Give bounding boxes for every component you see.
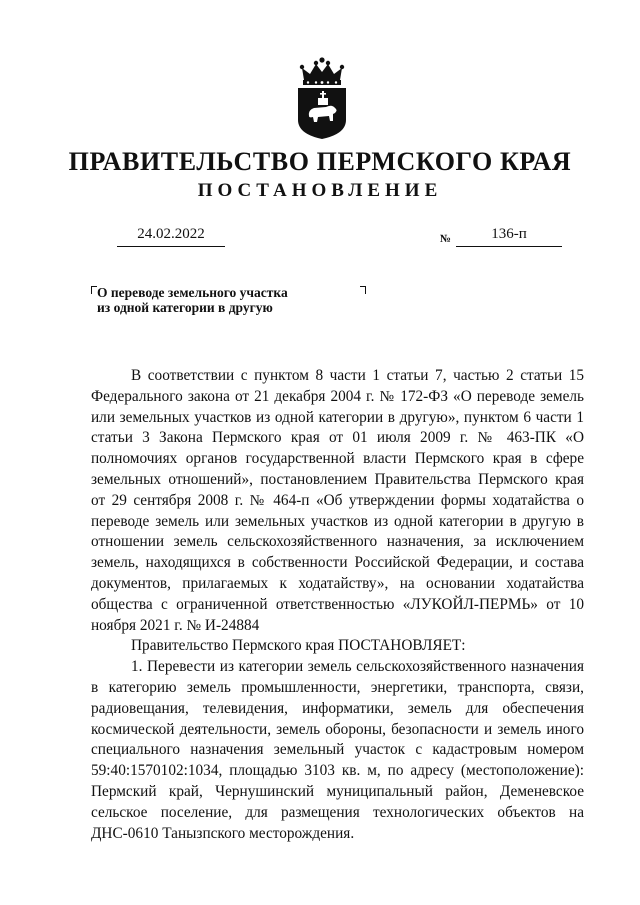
subject-line-2: из одной категории в другую [97, 300, 273, 315]
body-paragraph-resolves: Правительство Пермского края ПОСТАНОВЛЯЕТ: [131, 637, 466, 655]
perm-krai-coat-of-arms-icon [294, 56, 350, 140]
body-paragraph-item-1: 1. Перевести из категории земель сельскохозяйственного назначения в категорию земель промышленности, энергетики, транспорта, связи, радиовещания, телевидения, информатики, земель для обеспечения космической деятельности, земель обороны, безопасности и земель иного специального назначения земельный участок с кадастровым номером 59:40:1570102:1034, площадью 3103 кв. м, по адресу (местоположение): Пермский край, Чернушинский муниципальный район, Деменевское сельское поселение, для размещения технологических объектов на ДНС-0610 Танызпского месторождения. [91, 658, 584, 842]
document-type: ПОСТАНОВЛЕНИЕ [197, 180, 443, 201]
document-subject [97, 285, 337, 315]
document-body [91, 366, 584, 844]
number-sign: № [440, 233, 452, 245]
document-date: 24.02.2022 [117, 226, 225, 247]
body-paragraph-preamble: В соответствии с пунктом 8 части 1 статьи 7, частью 2 статьи 15 Федерального закона от 21 декабря 2004 г. № 172-ФЗ «О переводе земель или земельных участков из одной категории в другую», пунктом 6 части 1 статьи 3 Закона Пермского края от 01 июля 2009 г. № 463-ПК «О полномочиях органов государственной власти Пермского края в сфере земельных отношений», постановлением Правительства Пермского края от 29 сентября 2008 г. № 464-п «Об утверждении формы ходатайства о переводе земель или земельных участков из одной категории в другую в отношении земель сельскохозяйственного назначения, за исключением земель, находящихся в собственности Российской Федерации, и состава документов, прилагаемых к ходатайству», на основании ходатайства общества с ограниченной ответственностью «ЛУКОЙЛ-ПЕРМЬ» от 10 ноября 2021 г. № И-24884 [91, 367, 584, 634]
document-number-block [440, 226, 562, 246]
subject-line-1: О переводе земельного участка [97, 285, 288, 300]
government-title: ПРАВИТЕЛЬСТВО ПЕРМСКОГО КРАЯ [68, 147, 572, 176]
document-number: 136-п [456, 226, 562, 247]
subject-bracket-right [360, 286, 366, 294]
